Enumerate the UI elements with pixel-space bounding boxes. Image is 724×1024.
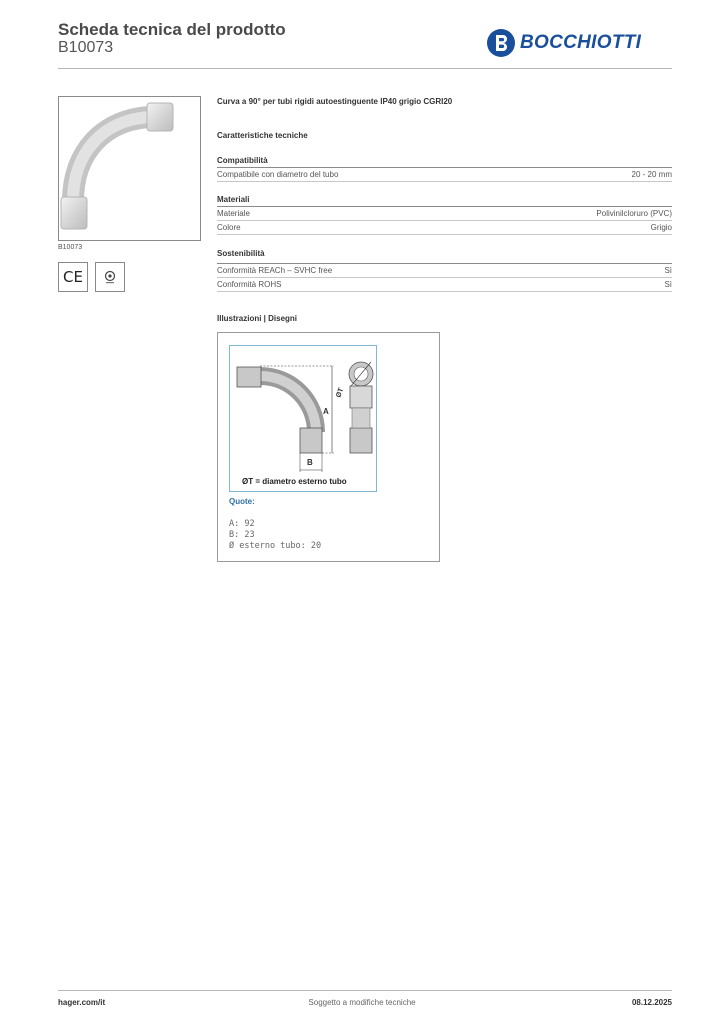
spec-value: 20 - 20 mm bbox=[631, 170, 672, 179]
spec-row bbox=[217, 221, 672, 235]
quote-b: B: 23 bbox=[229, 530, 255, 540]
spec-row bbox=[217, 168, 672, 182]
spec-value: Grigio bbox=[650, 223, 672, 232]
product-description: Curva a 90° per tubi rigidi autoestinguente IP40 grigio CGRI20 bbox=[217, 97, 453, 106]
spec-row bbox=[217, 278, 672, 292]
quote-a: A: 92 bbox=[229, 519, 255, 529]
group-title-compatibility: Compatibilità bbox=[217, 156, 268, 165]
spec-label: Materiale bbox=[217, 209, 250, 218]
technical-drawing bbox=[229, 345, 377, 492]
spec-value: Sì bbox=[664, 266, 672, 275]
product-image bbox=[58, 96, 201, 241]
curved-pipe-image bbox=[59, 97, 200, 240]
footer-disclaimer: Soggetto a modifiche tecniche bbox=[308, 998, 416, 1007]
dim-a-label: A bbox=[323, 407, 329, 416]
technical-drawing-panel bbox=[217, 332, 440, 562]
quote-outer-diameter: Ø esterno tubo: 20 bbox=[229, 541, 322, 551]
brand-name: BOCCHIOTTI bbox=[520, 32, 642, 53]
specs-section-title: Caratteristiche tecniche bbox=[217, 131, 308, 140]
footer-divider bbox=[58, 990, 672, 991]
spec-row bbox=[217, 207, 672, 221]
brand-b-icon bbox=[486, 28, 516, 58]
page-title: Scheda tecnica del prodotto bbox=[58, 20, 286, 39]
spec-label: Conformità ROHS bbox=[217, 280, 282, 289]
spec-value: Polivinilcloruro (PVC) bbox=[596, 209, 672, 218]
dim-b-label: B bbox=[307, 458, 313, 467]
group-title-sustainability: Sostenibilità bbox=[217, 249, 265, 258]
dim-t-label: ØT bbox=[335, 387, 346, 399]
footer-website: hager.com/it bbox=[58, 998, 106, 1007]
spec-value: Sì bbox=[664, 280, 672, 289]
product-code: B10073 bbox=[58, 39, 114, 56]
group-title-materials: Materiali bbox=[217, 195, 250, 204]
spec-label: Compatibile con diametro del tubo bbox=[217, 170, 339, 179]
quotes-label: Quote: bbox=[229, 497, 255, 506]
spec-row bbox=[217, 264, 672, 278]
image-caption: B10073 bbox=[58, 244, 83, 251]
imq-mark-icon bbox=[95, 262, 125, 292]
ce-mark-icon: CE bbox=[58, 262, 88, 292]
footer-date: 08.12.2025 bbox=[631, 998, 672, 1007]
brand-logo bbox=[486, 28, 641, 58]
spec-label: Conformità REACh – SVHC free bbox=[217, 266, 333, 275]
drawing-legend: ØT = diametro esterno tubo bbox=[242, 477, 347, 486]
header-divider bbox=[58, 68, 672, 69]
illustrations-title: Illustrazioni | Disegni bbox=[217, 314, 298, 323]
spec-label: Colore bbox=[217, 223, 241, 232]
